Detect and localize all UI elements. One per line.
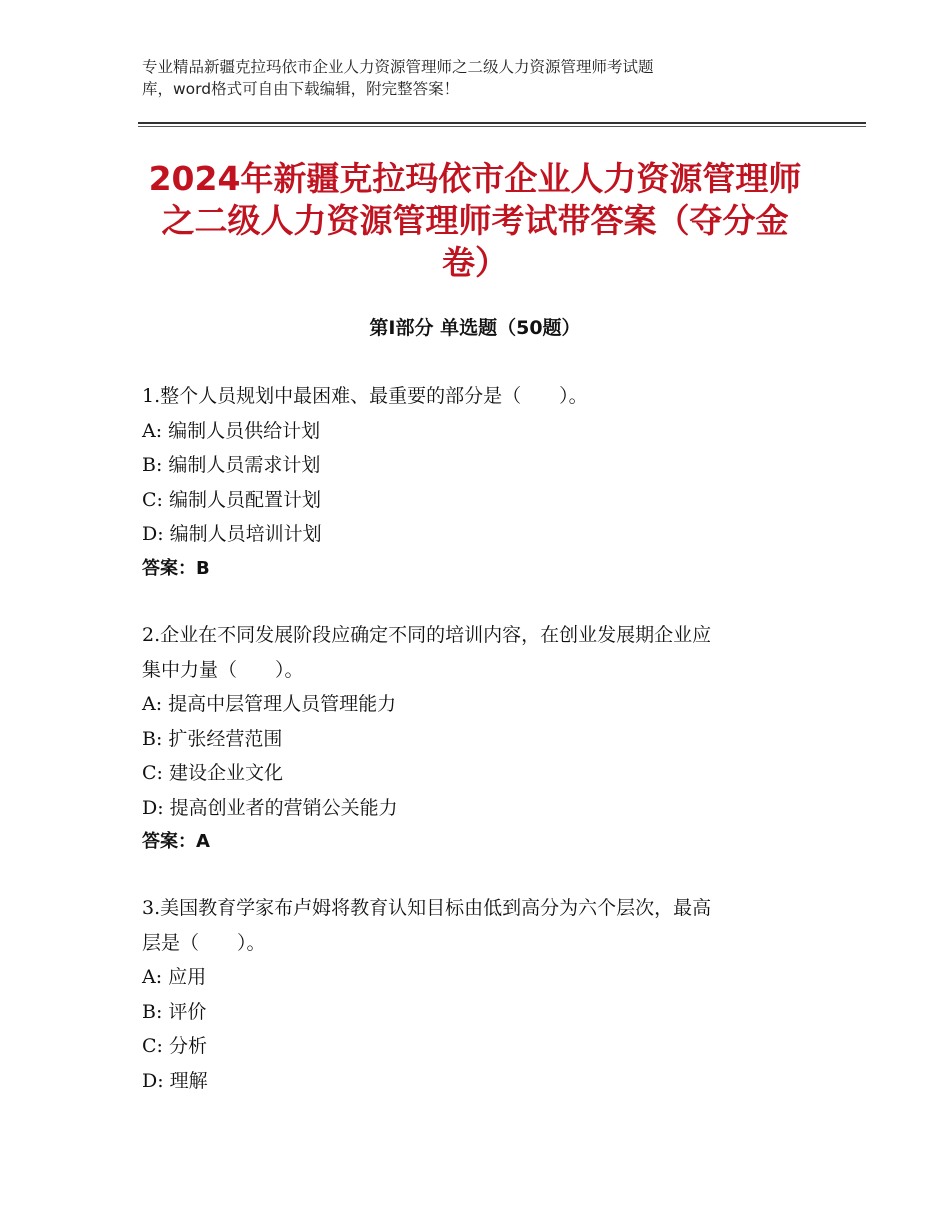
title-line-1: 2024年新疆克拉玛依市企业人力资源管理师: [148, 159, 802, 198]
question-1-answer: 答案：B: [142, 557, 210, 579]
header-note-line-2: 库，word格式可自由下载编辑，附完整答案！: [142, 80, 460, 98]
question-2-answer: 答案：A: [142, 831, 210, 852]
question-1-option-a: A: 编制人员供给计划: [142, 419, 321, 442]
question-1: [142, 379, 812, 586]
question-3-option-a: A: 应用: [142, 966, 207, 988]
question-2-text-line-2: 集中力量（ ）。: [142, 658, 304, 681]
question-1-option-b: B: 编制人员需求计划: [142, 454, 321, 476]
document-title: [138, 158, 812, 284]
question-1-option-d: D: 编制人员培训计划: [142, 523, 322, 545]
question-3-option-b: B: 评价: [142, 1000, 207, 1023]
question-3-text-line-2: 层是（ ）。: [142, 931, 266, 954]
section-title: 第Ⅰ部分 单选题（50题）: [369, 317, 581, 339]
question-2-option-c: C: 建设企业文化: [142, 762, 283, 784]
question-2-option-d: D: 提高创业者的营销公关能力: [142, 796, 398, 819]
title-line-3: 卷）: [442, 243, 508, 282]
question-2-text-line-1: 2.企业在不同发展阶段应确定不同的培训内容，在创业发展期企业应: [142, 624, 712, 646]
header-divider-thin: [138, 126, 866, 127]
question-3-option-d: D: 理解: [142, 1069, 208, 1092]
question-3-option-c: C: 分析: [142, 1035, 207, 1057]
question-1-text: 1.整个人员规划中最困难、最重要的部分是（ ）。: [142, 385, 588, 407]
question-3: [142, 891, 812, 1098]
question-2-option-b: B: 扩张经营范围: [142, 727, 283, 750]
question-1-option-c: C: 编制人员配置计划: [142, 488, 321, 511]
header-divider-thick: [138, 122, 866, 124]
header-note: [142, 56, 782, 100]
question-3-text-line-1: 3.美国教育学家布卢姆将教育认知目标由低到高分为六个层次，最高: [142, 897, 712, 919]
header-note-line-1: 专业精品新疆克拉玛依市企业人力资源管理师之二级人力资源管理师考试题: [142, 58, 654, 76]
question-2: [142, 618, 812, 860]
title-line-2: 之二级人力资源管理师考试带答案（夺分金: [161, 201, 789, 240]
question-2-option-a: A: 提高中层管理人员管理能力: [142, 693, 397, 715]
